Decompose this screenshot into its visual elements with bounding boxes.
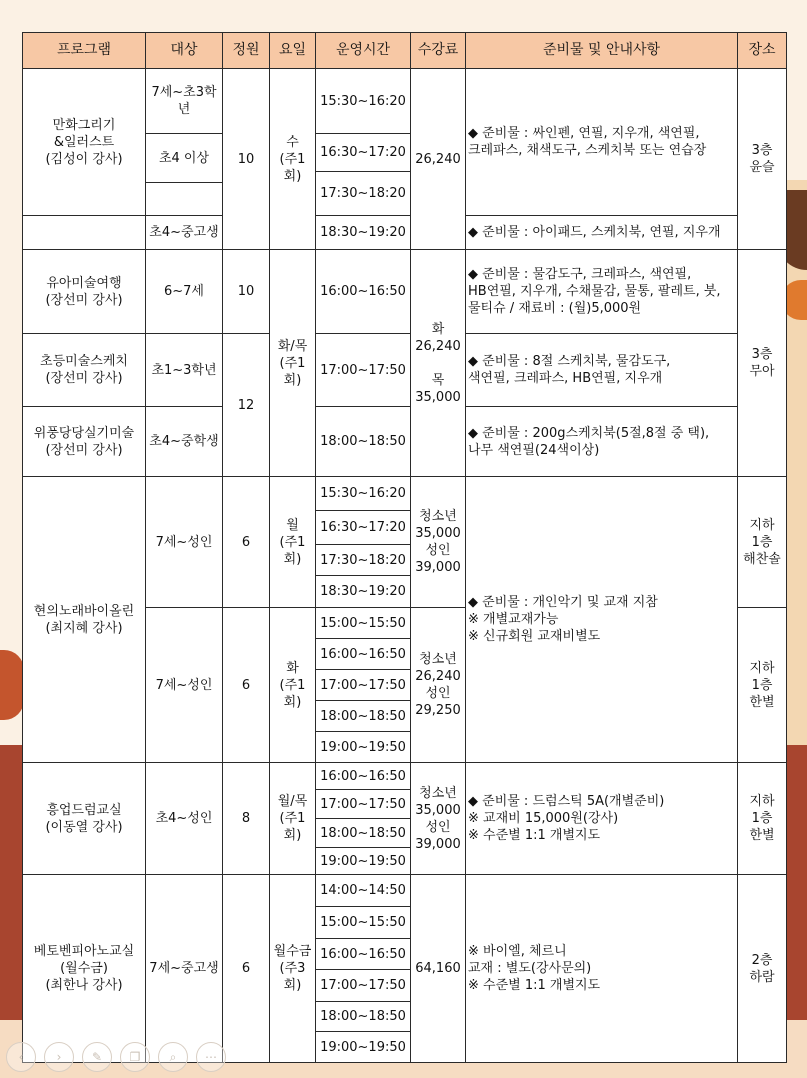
program-schedule-table (22, 32, 787, 1063)
header-fee: 수강료 (411, 33, 466, 69)
header-program: 프로그램 (23, 33, 146, 69)
notes-cell: ◆ 준비물 : 싸인펜, 연필, 지우개, 색연필, 크레파스, 채색도구, 스케치북 또는 연습장 (466, 69, 738, 216)
target-cell: 6~7세 (146, 250, 223, 334)
capacity-cell: 6 (223, 608, 270, 763)
leaf-decoration (0, 650, 24, 720)
time-cell: 19:00~19:50 (316, 732, 411, 763)
slideshow-toolbar (6, 1042, 226, 1072)
time-cell: 18:30~19:20 (316, 576, 411, 608)
prev-icon[interactable]: ‹ (6, 1042, 36, 1072)
target-cell: 초4~성인 (146, 763, 223, 875)
time-cell: 16:00~16:50 (316, 939, 411, 970)
notes-cell: ◆ 준비물 : 8절 스케치북, 물감도구, 색연필, 크레파스, HB연필, 지우개 (466, 334, 738, 407)
pen-icon[interactable]: ✎ (82, 1042, 112, 1072)
program-name: 초등미술스케치 (장선미 강사) (23, 334, 146, 407)
program-name: 베토벤피아노교실 (월수금) (최한나 강사) (23, 875, 146, 1063)
time-cell: 17:00~17:50 (316, 970, 411, 1002)
header-place: 장소 (738, 33, 787, 69)
time-cell: 15:30~16:20 (316, 477, 411, 511)
time-cell: 17:30~18:20 (316, 545, 411, 576)
place-cell: 2층 하람 (738, 875, 787, 1063)
notes-cell: ◆ 준비물 : 드럼스틱 5A(개별준비) ※ 교재비 15,000원(강사) ※ 수준별 1:1 개별지도 (466, 763, 738, 875)
day-cell: 월 (주1회) (270, 477, 316, 608)
time-cell: 19:00~19:50 (316, 848, 411, 875)
program-name: 만화그리기 &일러스트 (김성이 강사) (23, 69, 146, 216)
place-cell: 3층 윤슬 (738, 69, 787, 250)
place-cell: 지하 1층 해찬솔 (738, 477, 787, 608)
program-name-tail (23, 216, 146, 250)
pages-icon[interactable]: ❐ (120, 1042, 150, 1072)
table-row (23, 407, 787, 477)
table-row (23, 477, 787, 511)
table-row (23, 334, 787, 407)
time-cell: 16:00~16:50 (316, 763, 411, 790)
header-day: 요일 (270, 33, 316, 69)
notes-cell: ◆ 준비물 : 물감도구, 크레파스, 색연필, HB연필, 지우개, 수채물감, 물통, 팔레트, 붓, 물티슈 / 재료비 : (월)5,000원 (466, 250, 738, 334)
time-cell: 18:00~18:50 (316, 701, 411, 732)
target-cell: 초4~중학생 (146, 407, 223, 477)
time-cell: 17:00~17:50 (316, 670, 411, 701)
time-cell: 15:00~15:50 (316, 907, 411, 939)
time-cell: 16:00~16:50 (316, 250, 411, 334)
time-cell: 15:30~16:20 (316, 69, 411, 134)
time-cell: 17:00~17:50 (316, 334, 411, 407)
capacity-cell: 6 (223, 875, 270, 1063)
time-cell: 14:00~14:50 (316, 875, 411, 907)
day-cell: 월/목 (주1회) (270, 763, 316, 875)
header-notes: 준비물 및 안내사항 (466, 33, 738, 69)
capacity-cell: 12 (223, 334, 270, 477)
target-cell: 7세~성인 (146, 477, 223, 608)
fee-cell: 64,160 (411, 875, 466, 1063)
notes-cell: ※ 바이엘, 체르니 교재 : 별도(강사문의) ※ 수준별 1:1 개별지도 (466, 875, 738, 1063)
table-row (23, 250, 787, 334)
time-cell: 18:00~18:50 (316, 819, 411, 848)
fee-cell: 화 26,240 목 35,000 (411, 250, 466, 477)
table-row (23, 216, 787, 250)
place-cell: 지하 1층 한별 (738, 763, 787, 875)
day-cell: 월수금 (주3회) (270, 875, 316, 1063)
place-cell: 3층 무아 (738, 250, 787, 477)
header-capacity: 정원 (223, 33, 270, 69)
notes-cell: ◆ 준비물 : 개인악기 및 교재 지참 ※ 개별교재가능 ※ 신규회원 교재비별도 (466, 477, 738, 763)
target-cell: 7세~초3학년 (146, 69, 223, 134)
notes-cell: ◆ 준비물 : 200g스케치북(5절,8절 중 택), 나무 색연필(24색이상) (466, 407, 738, 477)
table-row (23, 69, 787, 116)
header-time: 운영시간 (316, 33, 411, 69)
time-cell: 16:30~17:20 (316, 511, 411, 545)
zoom-icon[interactable]: ⌕ (158, 1042, 188, 1072)
header-target: 대상 (146, 33, 223, 69)
program-name: 위풍당당실기미술 (장선미 강사) (23, 407, 146, 477)
fee-cell: 26,240 (411, 69, 466, 250)
day-cell: 수 (주1회) (270, 69, 316, 250)
table-row (23, 763, 787, 790)
header-row (23, 33, 787, 69)
day-cell: 화 (주1회) (270, 608, 316, 763)
time-cell: 16:30~17:20 (316, 134, 411, 172)
table-row (23, 875, 787, 907)
time-cell: 18:30~19:20 (316, 216, 411, 250)
time-cell: 17:00~17:50 (316, 790, 411, 819)
target-cell: 초4~중고생 (146, 216, 223, 250)
notes-cell: ◆ 준비물 : 아이패드, 스케치북, 연필, 지우개 (466, 216, 738, 250)
time-cell: 16:00~16:50 (316, 639, 411, 670)
time-cell: 19:00~19:50 (316, 1032, 411, 1063)
program-name: 현의노래바이올린 (최지혜 강사) (23, 477, 146, 763)
time-cell: 18:00~18:50 (316, 407, 411, 477)
time-cell: 17:30~18:20 (316, 172, 411, 216)
day-cell: 화/목 (주1회) (270, 250, 316, 477)
target-cell: 초4 이상 (146, 134, 223, 183)
time-cell: 15:00~15:50 (316, 608, 411, 639)
fee-cell: 청소년 35,000 성인 39,000 (411, 763, 466, 875)
capacity-cell: 6 (223, 477, 270, 608)
program-name: 유아미술여행 (장선미 강사) (23, 250, 146, 334)
fee-cell: 청소년 35,000 성인 39,000 (411, 477, 466, 608)
more-icon[interactable]: ⋯ (196, 1042, 226, 1072)
capacity-cell: 10 (223, 250, 270, 334)
capacity-cell: 8 (223, 763, 270, 875)
target-cell: 7세~성인 (146, 608, 223, 763)
target-cell: 7세~중고생 (146, 875, 223, 1063)
capacity-cell: 10 (223, 69, 270, 250)
next-icon[interactable]: › (44, 1042, 74, 1072)
time-cell: 18:00~18:50 (316, 1002, 411, 1032)
program-name: 흥업드럼교실 (이동열 강사) (23, 763, 146, 875)
target-cell: 초1~3학년 (146, 334, 223, 407)
fee-cell: 청소년 26,240 성인 29,250 (411, 608, 466, 763)
place-cell: 지하 1층 한별 (738, 608, 787, 763)
